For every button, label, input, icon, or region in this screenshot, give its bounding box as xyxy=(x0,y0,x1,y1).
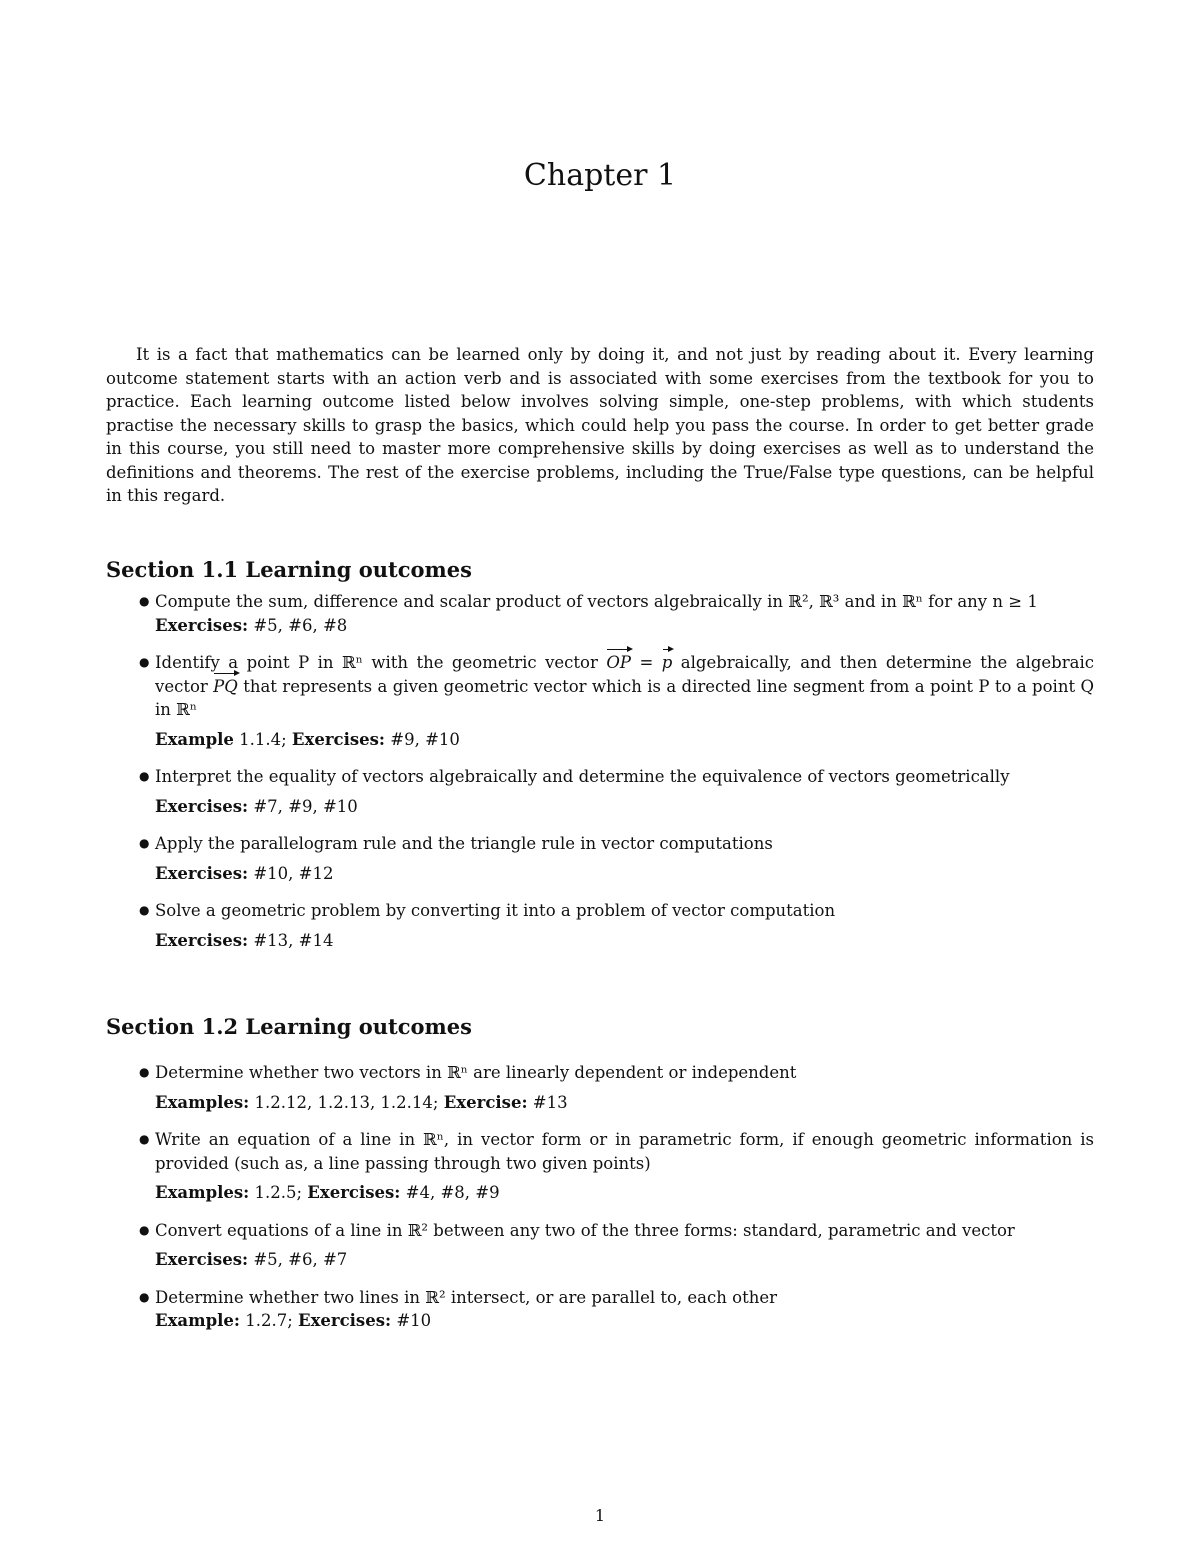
vector-op: OP xyxy=(606,651,631,675)
vector-pq: PQ xyxy=(213,675,238,699)
outcome-text: Identify a point P in ℝⁿ with the geometric vector OP = p algebraically, and then determine the algebraic vector PQ that represents a given geometric vector which is a directed line segment from a point P to a point Q in ℝⁿ xyxy=(155,653,1094,719)
outcome-1-1-5 xyxy=(106,899,1094,952)
outcome-1-2-2 xyxy=(106,1128,1094,1205)
outcome-text: Convert equations of a line in ℝ² between any two of the three forms: standard, parametric and vector xyxy=(155,1220,1015,1240)
outcome-refs: Example 1.1.4; Exercises: #9, #10 xyxy=(155,729,460,749)
outcome-1-2-1 xyxy=(106,1061,1094,1114)
outcome-refs: Exercises: #5, #6, #8 xyxy=(155,615,348,635)
outcome-refs: Example: 1.2.7; Exercises: #10 xyxy=(155,1311,432,1330)
bullet-icon: ● xyxy=(139,655,150,669)
section-1-2-outcomes xyxy=(106,1061,1094,1347)
outcome-1-1-1 xyxy=(106,590,1094,637)
outcome-text: Solve a geometric problem by converting it into a problem of vector computation xyxy=(155,901,836,920)
outcome-text: Compute the sum, difference and scalar product of vectors algebraically in ℝ², ℝ³ and in ℝⁿ for any n ≥ 1 xyxy=(155,592,1038,611)
outcome-1-1-3 xyxy=(106,765,1094,818)
outcome-refs: Exercises: #10, #12 xyxy=(155,863,334,883)
section-1-1-heading: Section 1.1 Learning outcomes xyxy=(106,557,472,582)
outcome-text: Write an equation of a line in ℝⁿ, in vector form or in parametric form, if enough geometric information is provided (such as, a line passing through two given points) xyxy=(155,1130,1094,1173)
chapter-title: Chapter 1 xyxy=(523,158,677,193)
outcome-text: Determine whether two vectors in ℝⁿ are linearly dependent or independent xyxy=(155,1063,797,1082)
outcome-refs: Examples: 1.2.5; Exercises: #4, #8, #9 xyxy=(155,1183,500,1202)
vector-p: p xyxy=(662,651,673,675)
bullet-icon: ● xyxy=(139,1132,150,1146)
outcome-1-2-4 xyxy=(106,1286,1094,1333)
outcome-1-1-4 xyxy=(106,832,1094,885)
section-1-1-outcomes xyxy=(106,590,1094,966)
outcome-refs: Examples: 1.2.12, 1.2.13, 1.2.14; Exercise: #13 xyxy=(155,1092,568,1112)
bullet-icon: ● xyxy=(139,903,150,917)
outcome-text: Determine whether two lines in ℝ² intersect, or are parallel to, each other xyxy=(155,1287,777,1307)
outcome-refs: Exercises: #5, #6, #7 xyxy=(155,1250,348,1269)
bullet-icon: ● xyxy=(139,594,150,608)
page-number: 1 xyxy=(594,1506,606,1525)
outcome-1-2-3 xyxy=(106,1219,1094,1272)
bullet-icon: ● xyxy=(139,769,150,783)
section-1-2-heading: Section 1.2 Learning outcomes xyxy=(106,1014,472,1039)
outcome-text: Interpret the equality of vectors algebraically and determine the equivalence of vectors geometrically xyxy=(155,767,1010,786)
outcome-refs: Exercises: #13, #14 xyxy=(155,930,334,950)
outcome-1-1-2 xyxy=(106,651,1094,751)
intro-paragraph: It is a fact that mathematics can be learned only by doing it, and not just by reading about it. Every learning outcome statement starts with an action verb and is associated with some exercises from the textbook for you to practice. Each learning outcome listed below involves solving simple, one-step problems, with which students practise the necessary skills to grasp the basics, which could help you pass the course. In order to get better grade in this course, you still need to master more comprehensive skills by doing exercises as well as to understand the definitions and theorems. The rest of the exercise problems, including the True/False type questions, can be helpful in this regard. xyxy=(106,345,1094,505)
bullet-icon: ● xyxy=(139,836,150,850)
bullet-icon: ● xyxy=(139,1289,150,1304)
bullet-icon: ● xyxy=(139,1222,150,1237)
outcome-text: Apply the parallelogram rule and the triangle rule in vector computations xyxy=(155,834,773,853)
bullet-icon: ● xyxy=(139,1065,150,1079)
outcome-refs: Exercises: #7, #9, #10 xyxy=(155,796,358,816)
